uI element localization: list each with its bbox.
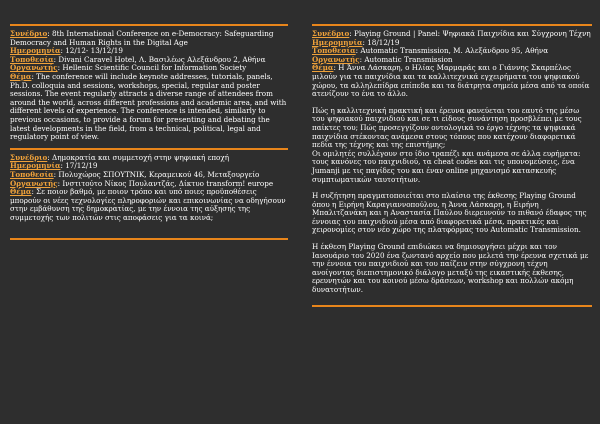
- topic-label: Θέμα: [312, 63, 334, 73]
- right-column: [312, 0, 592, 307]
- place-row: Τοποθεσία: Automatic Transmission, Μ. Αλεξάνδρου 95, Αθήνα: [312, 46, 549, 56]
- organizer-label: Οργανωτής: [10, 63, 58, 73]
- date-label: Ημερομηνία: [312, 37, 363, 47]
- organizer-value: Ινστιτούτο Νίκος Πουλαντζάς, Δίκτυο transform! europe: [62, 178, 274, 188]
- date-label: Ημερομηνία: [10, 161, 61, 171]
- event-row: Συνέδριο: Δημοκρατία και συμμετοχή στην ψηφιακή εποχή: [10, 152, 230, 162]
- bottom-rule: [10, 238, 288, 240]
- place-label: Τοποθεσία: [10, 54, 54, 64]
- bottom-rule: [312, 305, 592, 307]
- event-label: Συνέδριο: [10, 29, 48, 38]
- place-row: Τοποθεσία: Πολυχώρος ΣΠΟΥΤΝΙΚ, Κεραμεικού 46, Μεταξουργείο: [10, 169, 260, 179]
- organizer-row: Οργανωτής: Hellenic Scientific Council for Information Society: [10, 63, 247, 73]
- organizer-label: Οργανωτής: [10, 178, 58, 188]
- place-label: Τοποθεσία: [312, 46, 356, 56]
- date-row: Ημερομηνία: 17/12/19: [10, 161, 98, 171]
- topic-value: Σε ποιον βαθμό, με ποιον τρόπο και υπό ποιες προϋποθέσεις μπορούν οι νέες τεχνολογίες πληροφοριών και επικοινωνίας να οδηγήσουν στην εμβάθυνση της δημοκρατίας, με την έννοια της αύξησης της συμμετοχής των πολιτών στις αποφάσεις για τα κοινά;: [10, 187, 286, 222]
- organizer-label: Οργανωτής: [312, 54, 360, 64]
- organizer-value: Hellenic Scientific Council for Information Society: [62, 63, 247, 73]
- topic-row: Θέμα: Σε ποιον βαθμό, με ποιον τρόπο και υπό ποιες προϋποθέσεις μπορούν οι νέες τεχνολογίες πληροφοριών και επικοινωνίας να οδηγήσουν στην εμβάθυνση της δημοκρατίας, με την έννοια της αύξησης της συμμετοχής των πολιτών στις αποφάσεις για τα κοινά;: [10, 187, 286, 222]
- left-column: [10, 0, 288, 240]
- event-value: Playing Ground | Panel: Ψηφιακά Παιχνίδια και Σύγχρονη Τέχνη: [354, 29, 591, 38]
- event-value: 8th International Conference on e-Democracy: Safeguarding Democracy and Human Rights in the Digital Age: [10, 29, 274, 47]
- top-rule: [312, 24, 592, 26]
- place-value: Πολυχώρος ΣΠΟΥΤΝΙΚ, Κεραμεικού 46, Μεταξουργείο: [58, 169, 260, 179]
- body-paragraph: Η συζήτηση πραγματοποιείται στο πλαίσιο της έκθεσης Playing Ground όπου η Ειρήνη Καραγιαννοπούλου, η Άννα Λάσκαρη, η Ειρήνη Μπαλιτζανάκη και η Αναστασία Παύλου διερευνούν το πιθανό έδαφος της έννοιας του παιχνιδιού μέσα από διαφορετικά μέσα, πρακτικές και χειρονομίες στον νέο χώρο της πλατφόρμας του Automatic Transmission.: [312, 191, 587, 235]
- topic-row: Θέμα: Η Άννα Λάσκαρη, ο Ηλίας Μαρμαράς και ο Γιάννης Σκαρπέλος μιλούν για τα παιχνίδια και τα καλλιτεχνικά εγχειρήματα του ψηφιακού χώρου, τα αλληλεπίδρα επίπεδα και τα διάτρητα σημεία μέσα από τα οποία ατενίζουν το ένα το άλλο.: [312, 63, 590, 99]
- organizer-row: Οργανωτής: Ινστιτούτο Νίκος Πουλαντζάς, Δίκτυο transform! europe: [10, 178, 274, 188]
- organizer-row: Οργανωτής: Automatic Transmission: [312, 54, 453, 64]
- body-paragraph: Η έκθεση Playing Ground επιδιώκει να δημιουργήσει μέχρι και τον Ιανουάριο του 2020 ένα ζωντανό αρχείο που μελετά την έρευνα σχετικά με την έννοια του παιχνιδιού και του παίζειν στην σύγχρονη τέχνη ανοίγοντας διεπιστημονικό διάλογο μεταξύ της εικαστικής έκθεσης, ερευνητών και του κοινού μέσω δράσεων, workshop και πολλών ακόμη δυνατοτήτων.: [312, 242, 589, 295]
- event-label: Συνέδριο: [10, 152, 48, 162]
- place-label: Τοποθεσία: [10, 169, 54, 179]
- place-value: Automatic Transmission, Μ. Αλεξάνδρου 95, Αθήνα: [360, 46, 549, 56]
- event-row: Συνέδριο: Playing Ground | Panel: Ψηφιακά Παιχνίδια και Σύγχρονη Τέχνη: [312, 29, 591, 38]
- place-value: Divani Caravel Hotel, Λ. Βασιλέως Αλεξάνδρου 2, Αθήνα: [58, 54, 266, 64]
- topic-row: Θέμα: The conference will include keynote addresses, tutorials, panels, Ph.D. colloquia and sessions, workshops, special, regular and poster sessions. The event regularly attracts a diverse range of attendees from around the world, across different professions and academic area, and with different levels of experience. The conference is intended, similarly to previous occasions, to provide a forum for presenting and debating the latest developments in the field, from a technical, political, legal and regulatory point of view.: [10, 71, 287, 142]
- separator-rule: [10, 148, 288, 150]
- top-rule: [10, 24, 288, 26]
- body-paragraph: Πώς η καλλιτεχνική πρακτική και έρευνα φανεύεται του εαυτό της μέσω του ψηφιακού παιχνιδιού και σε τι είδους συνάντηση προσβλέπει με τους παίκτες του; Πώς προσεγγίζουν οντολογικά το έργο τέχνης τα ψηφιακά παιχνίδια στέκοντας ανάμεσα στους τόπους που κατέχουν διαφορετικά πεδία της τέχνης και της επιστήμης; Οι ομιλητές συλλέγουν στο ίδιο τραπέζι και ανάμεσα σε άλλα ευρήματα: τους κανόνες του παιχνιδιού, τα cheat codes και τις υπονομεύσεις, ένα Jumanji με τις παγίδες του και έναν online μηχανισμό κατασκευής συμπτωματικών ταυτοτήτων.: [312, 105, 582, 184]
- date-row: Ημερομηνία: 12/12- 13/12/19: [10, 46, 123, 56]
- date-value: 12/12- 13/12/19: [65, 46, 123, 56]
- date-row: Ημερομηνία: 18/12/19: [312, 37, 400, 47]
- date-label: Ημερομηνία: [10, 46, 61, 56]
- date-value: 17/12/19: [65, 161, 98, 171]
- event-entry-edemocracy: [10, 30, 288, 142]
- event-label: Συνέδριο: [312, 29, 350, 38]
- topic-value: Η Άννα Λάσκαρη, ο Ηλίας Μαρμαράς και ο Γιάννης Σκαρπέλος μιλούν για τα παιχνίδια και τα καλλιτεχνικά εγχειρήματα του ψηφιακού χώρου, τα αλληλεπίδρα επίπεδα και τα διάτρητα σημεία μέσα από τα οποία ατενίζουν το ένα το άλλο.: [312, 63, 590, 99]
- topic-label: Θέμα: [10, 71, 32, 81]
- topic-value: The conference will include keynote addresses, tutorials, panels, Ph.D. colloquia and sessions, workshops, special, regular and poster sessions. The event regularly attracts a diverse range of attendees from around the world, across different professions and academic area, and with different levels of experience. The conference is intended, similarly to previous occasions, to provide a forum for presenting and debating the latest developments in the field, from a technical, political, legal and regulatory point of view.: [10, 71, 287, 142]
- date-value: 18/12/19: [367, 37, 400, 47]
- place-row: Τοποθεσία: Divani Caravel Hotel, Λ. Βασιλέως Αλεξάνδρου 2, Αθήνα: [10, 54, 266, 64]
- event-value: Δημοκρατία και συμμετοχή στην ψηφιακή εποχή: [52, 152, 230, 162]
- topic-label: Θέμα: [10, 187, 32, 197]
- event-entry-playing-ground: [312, 30, 592, 295]
- event-row: Συνέδριο: 8th International Conference on e-Democracy: Safeguarding Democracy and Human Rights in the Digital Age: [10, 29, 274, 47]
- organizer-value: Automatic Transmission: [364, 54, 453, 64]
- event-entry-democracy: [10, 154, 288, 223]
